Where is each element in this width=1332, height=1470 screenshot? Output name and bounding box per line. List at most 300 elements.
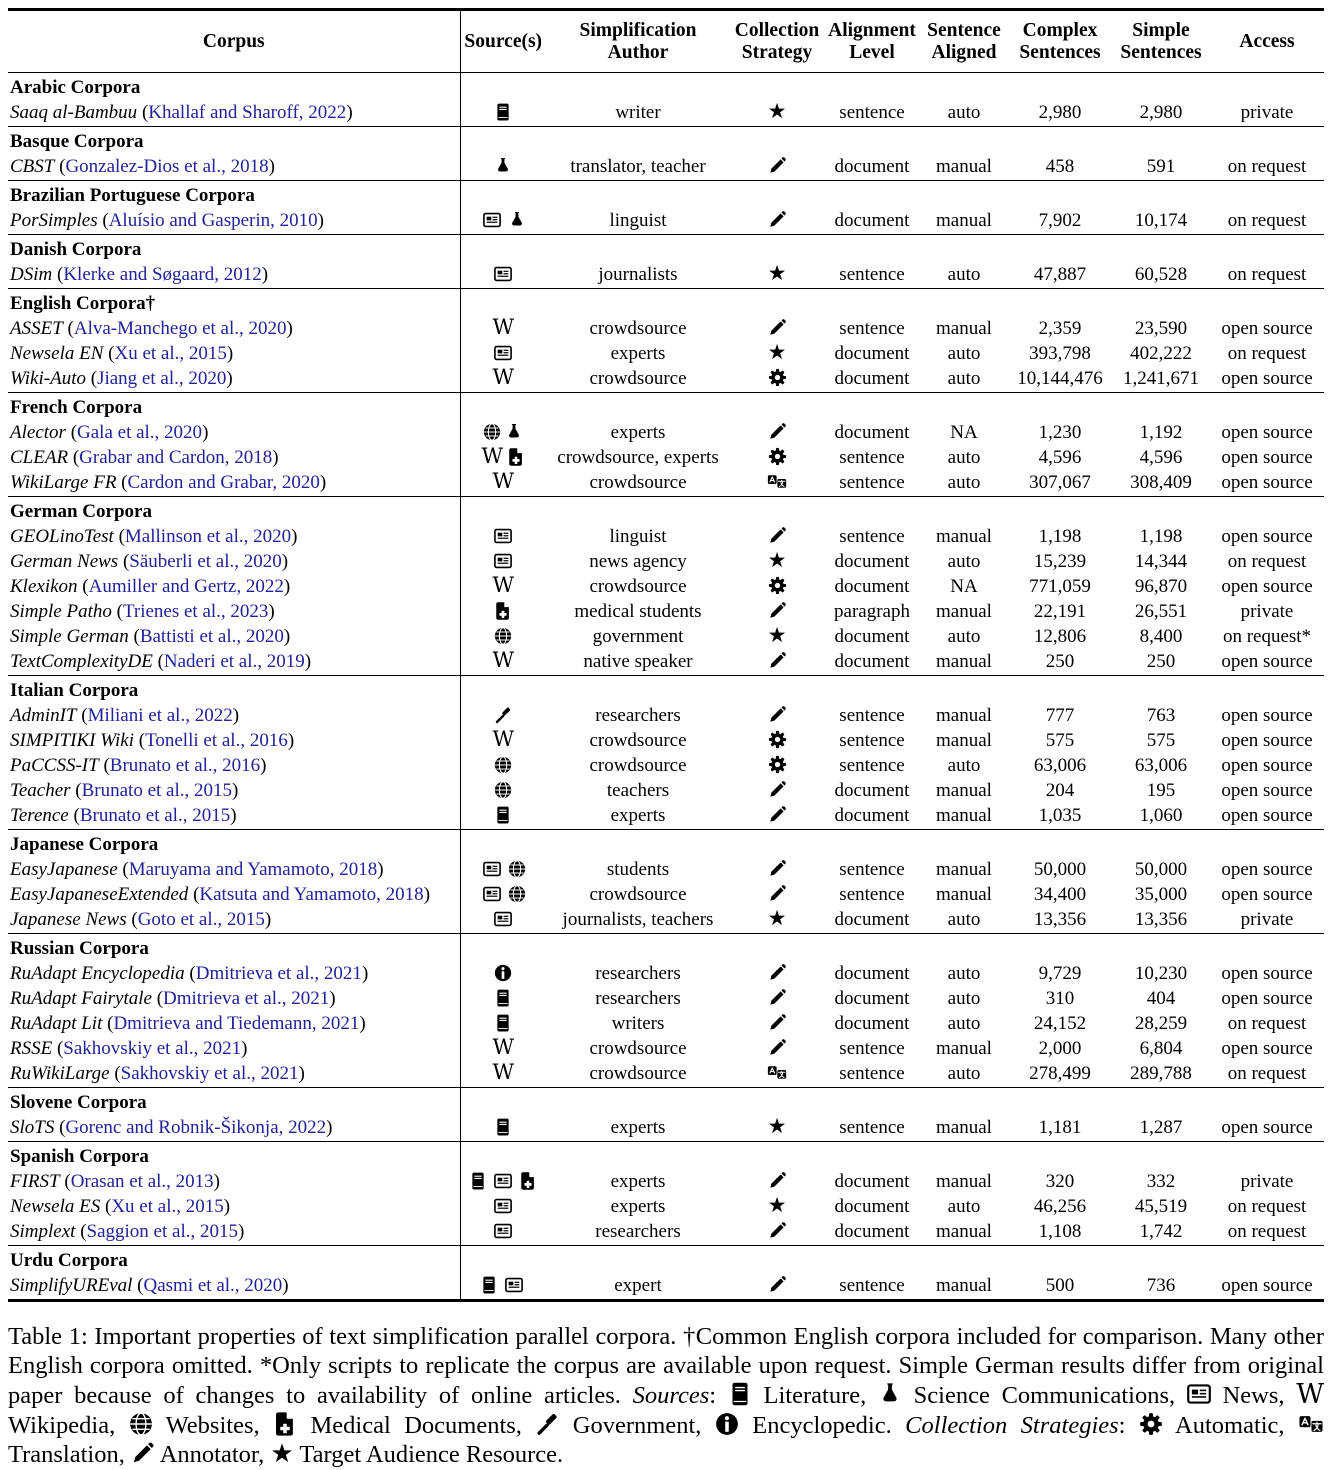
- corpus-name: ASSET: [10, 317, 63, 339]
- corpus-name: DSim: [10, 263, 53, 285]
- complex-cell: 1,198: [1038, 525, 1082, 547]
- complex-cell: 9,729: [1038, 962, 1082, 984]
- empty-cell: [824, 126, 920, 155]
- alignment-cell: document: [834, 625, 910, 647]
- corpus-name: RuAdapt Lit: [10, 1012, 103, 1034]
- author-cell: experts: [610, 804, 666, 826]
- simple-cell: 4,596: [1139, 446, 1183, 468]
- sources-cell: [460, 1220, 546, 1246]
- alignment-cell: paragraph: [834, 600, 910, 622]
- access-cell: private: [1240, 1170, 1294, 1192]
- access-cell: open source: [1221, 754, 1313, 776]
- aligned-cell: auto: [947, 550, 981, 572]
- table-row: [8, 729, 1324, 754]
- strategy-cell: [730, 155, 824, 181]
- corpus-group-title: Russian Corpora: [10, 937, 149, 959]
- caption-text: News,: [1210, 1381, 1297, 1409]
- author-cell: experts: [610, 1170, 666, 1192]
- complex-cell: 458: [1045, 155, 1075, 177]
- corpus-cell: Klexikon (Aumiller and Gertz, 2022): [10, 575, 291, 597]
- citation-link[interactable]: Katsuta and Yamamoto, 2018: [199, 883, 424, 905]
- alignment-cell: sentence: [839, 446, 905, 468]
- group-row: [8, 1087, 1324, 1116]
- complex-cell: 307,067: [1029, 471, 1091, 493]
- empty-cell: [730, 392, 824, 421]
- empty-cell: [1210, 180, 1324, 209]
- sources-cell: [460, 317, 546, 342]
- corpus-cell: Newsela ES (Xu et al., 2015): [10, 1195, 231, 1217]
- newspaper-icon: [491, 264, 515, 287]
- access-cell: on request: [1227, 342, 1307, 364]
- corpus-cell: RuAdapt Encyclopedia (Dmitrieva et al., 2021): [10, 962, 369, 984]
- empty-cell: [1112, 234, 1210, 263]
- book-icon: [494, 1117, 512, 1140]
- table-row: [8, 1062, 1324, 1088]
- col-header-simplification-author: Simplification Author: [546, 10, 730, 73]
- globe-icon: [494, 755, 512, 778]
- empty-cell: [1112, 180, 1210, 209]
- info-circle-icon: [715, 1411, 739, 1441]
- citation-link[interactable]: Khallaf and Sharoff, 2022: [148, 101, 347, 123]
- sources-cell: [460, 600, 546, 625]
- newspaper-icon: [480, 884, 504, 907]
- empty-cell: [1008, 234, 1112, 263]
- strategy-cell: [730, 446, 824, 471]
- empty-cell: [920, 675, 1008, 704]
- empty-cell: [546, 180, 730, 209]
- pencil-icon: [768, 780, 787, 803]
- access-cell: on request: [1227, 1220, 1307, 1242]
- citation-link[interactable]: Brunato et al., 2015: [81, 779, 232, 801]
- alignment-cell: sentence: [839, 263, 905, 285]
- author-cell: crowdsource, experts: [557, 446, 719, 468]
- empty-cell: [1210, 675, 1324, 704]
- wikipedia-w-icon: W: [492, 728, 515, 752]
- citation-link[interactable]: Trienes et al., 2023: [122, 600, 269, 622]
- access-cell: open source: [1221, 704, 1313, 726]
- group-row: [8, 126, 1324, 155]
- sources-cell: [460, 1037, 546, 1062]
- citation-link[interactable]: Battisti et al., 2020: [139, 625, 284, 647]
- sources-cell: [460, 421, 546, 446]
- caption-text: Sources: [632, 1381, 710, 1409]
- corpus-name: Terence: [10, 804, 69, 826]
- simple-cell: 1,198: [1139, 525, 1183, 547]
- alignment-cell: sentence: [839, 1116, 905, 1138]
- empty-cell: [546, 72, 730, 101]
- group-name-cell: [8, 288, 460, 317]
- caption-text: Target Audience Resource.: [293, 1441, 564, 1469]
- star-icon: ★: [270, 1439, 294, 1469]
- group-row: [8, 72, 1324, 101]
- alignment-cell: document: [834, 962, 910, 984]
- table-body: [8, 72, 1324, 1300]
- globe-icon: [494, 626, 512, 649]
- book-icon: [469, 1171, 487, 1194]
- corpus-name: Klexikon: [10, 575, 78, 597]
- aligned-cell: manual: [936, 858, 992, 880]
- empty-cell: [920, 1087, 1008, 1116]
- complex-cell: 250: [1045, 650, 1075, 672]
- complex-cell: 777: [1045, 704, 1075, 726]
- corpus-name: Simple German: [10, 625, 129, 647]
- alignment-cell: sentence: [839, 1037, 905, 1059]
- simple-cell: 308,409: [1130, 471, 1192, 493]
- corpus-cell: DSim (Klerke and Søgaard, 2012): [10, 263, 269, 285]
- table-row: [8, 1012, 1324, 1037]
- table-row: [8, 1116, 1324, 1142]
- empty-cell: [460, 829, 546, 858]
- col-header-complex-sentences: Complex Sentences: [1008, 10, 1112, 73]
- empty-cell: [920, 288, 1008, 317]
- star-icon: ★: [767, 907, 787, 931]
- alignment-cell: document: [834, 779, 910, 801]
- simple-cell: 6,804: [1139, 1037, 1183, 1059]
- empty-cell: [730, 1087, 824, 1116]
- empty-cell: [920, 234, 1008, 263]
- table-row: [8, 101, 1324, 127]
- complex-cell: 575: [1045, 729, 1075, 751]
- table-row: [8, 962, 1324, 987]
- author-cell: experts: [610, 1195, 666, 1217]
- aligned-cell: manual: [936, 1220, 992, 1242]
- complex-cell: 13,356: [1033, 908, 1087, 930]
- citation-link[interactable]: Sakhovskiy et al., 2021: [63, 1037, 242, 1059]
- empty-cell: [1008, 72, 1112, 101]
- access-cell: on request: [1227, 1012, 1307, 1034]
- group-name-cell: [8, 829, 460, 858]
- simple-cell: 63,006: [1134, 754, 1188, 776]
- alignment-cell: document: [834, 367, 910, 389]
- group-name-cell: [8, 180, 460, 209]
- wikipedia-w-icon: W: [492, 470, 515, 494]
- caption-text: Literature,: [751, 1381, 878, 1409]
- empty-cell: [1210, 829, 1324, 858]
- citation-link[interactable]: Mallinson et al., 2020: [124, 525, 292, 547]
- strategy-cell: [730, 342, 824, 367]
- complex-cell: 2,000: [1038, 1037, 1082, 1059]
- table-header-row: [8, 10, 1324, 73]
- alignment-cell: sentence: [839, 1274, 905, 1296]
- access-cell: open source: [1221, 858, 1313, 880]
- table-row: [8, 754, 1324, 779]
- table-row: [8, 625, 1324, 650]
- access-cell: on request: [1227, 263, 1307, 285]
- corpus-cell: AdminIT (Miliani et al., 2022): [10, 704, 240, 726]
- gear-icon: [1139, 1411, 1163, 1441]
- alignment-cell: sentence: [839, 754, 905, 776]
- author-cell: native speaker: [583, 650, 693, 672]
- sources-cell: [460, 342, 546, 367]
- wikipedia-w-icon: W: [492, 366, 515, 390]
- pencil-icon: [768, 422, 787, 445]
- simple-cell: 8,400: [1139, 625, 1183, 647]
- access-cell: open source: [1221, 1274, 1313, 1296]
- empty-cell: [1008, 1087, 1112, 1116]
- simple-cell: 332: [1146, 1170, 1176, 1192]
- translation-icon: [764, 472, 790, 495]
- citation-link[interactable]: Säuberli et al., 2020: [129, 550, 282, 572]
- table-row: [8, 1220, 1324, 1246]
- simple-cell: 1,287: [1139, 1116, 1183, 1138]
- sources-cell: [460, 729, 546, 754]
- strategy-cell: [730, 804, 824, 830]
- empty-cell: [1112, 126, 1210, 155]
- author-cell: journalists: [598, 263, 678, 285]
- citation-link[interactable]: Qasmi et al., 2020: [143, 1274, 283, 1296]
- strategy-cell: [730, 704, 824, 729]
- author-cell: experts: [610, 342, 666, 364]
- empty-cell: [920, 829, 1008, 858]
- citation-link[interactable]: Goto et al., 2015: [137, 908, 265, 930]
- strategy-cell: [730, 1037, 824, 1062]
- citation-link[interactable]: Miliani et al., 2022: [87, 704, 233, 726]
- newspaper-icon: [480, 859, 504, 882]
- empty-cell: [460, 288, 546, 317]
- corpus-name: Simplext: [10, 1220, 76, 1242]
- simple-cell: 1,241,671: [1123, 367, 1199, 389]
- strategy-cell: [730, 101, 824, 127]
- strategy-cell: [730, 421, 824, 446]
- table-row: [8, 367, 1324, 393]
- citation-link[interactable]: Tonelli et al., 2016: [145, 729, 288, 751]
- corpus-group-title: French Corpora: [10, 396, 143, 418]
- author-cell: translator, teacher: [570, 155, 706, 177]
- simple-cell: 575: [1146, 729, 1176, 751]
- newspaper-icon: [491, 551, 515, 574]
- corpus-cell: WikiLarge FR (Cardon and Grabar, 2020): [10, 471, 327, 493]
- simple-cell: 35,000: [1134, 883, 1188, 905]
- empty-cell: [920, 72, 1008, 101]
- citation-link[interactable]: Dmitrieva et al., 2021: [195, 962, 362, 984]
- corpus-group-title: Italian Corpora: [10, 679, 139, 701]
- pencil-icon: [768, 805, 787, 828]
- access-cell: on request: [1227, 550, 1307, 572]
- corpus-cell: Japanese News (Goto et al., 2015): [10, 908, 272, 930]
- empty-cell: [920, 180, 1008, 209]
- table-row: [8, 804, 1324, 830]
- strategy-cell: [730, 858, 824, 883]
- sources-cell: [460, 704, 546, 729]
- corpus-name: Newsela EN: [10, 342, 104, 364]
- strategy-cell: [730, 1274, 824, 1301]
- citation-link[interactable]: Jiang et al., 2020: [97, 367, 227, 389]
- access-cell: open source: [1221, 1116, 1313, 1138]
- star-icon: ★: [767, 624, 787, 648]
- sources-cell: [460, 155, 546, 181]
- simple-cell: 14,344: [1134, 550, 1188, 572]
- sources-cell: [460, 625, 546, 650]
- citation-link[interactable]: Brunato et al., 2016: [109, 754, 261, 776]
- access-cell: on request: [1227, 1062, 1307, 1084]
- corpus-name: FIRST: [10, 1170, 60, 1192]
- simple-cell: 404: [1146, 987, 1176, 1009]
- corpus-name: Saaq al-Bambuu: [10, 101, 138, 123]
- empty-cell: [546, 1141, 730, 1170]
- author-cell: crowdsource: [589, 367, 687, 389]
- corpus-cell: Simple Patho (Trienes et al., 2023): [10, 600, 275, 622]
- aligned-cell: manual: [936, 1037, 992, 1059]
- citation-link[interactable]: Klerke and Søgaard, 2012: [63, 263, 262, 285]
- empty-cell: [546, 288, 730, 317]
- wikipedia-w-icon: W: [492, 574, 515, 598]
- citation-link[interactable]: Dmitrieva et al., 2021: [163, 987, 330, 1009]
- table-header: [8, 10, 1324, 73]
- corpus-cell: Saaq al-Bambuu (Khallaf and Sharoff, 2022): [10, 101, 353, 123]
- complex-cell: 500: [1045, 1274, 1075, 1296]
- book-icon: [494, 1013, 512, 1036]
- wikipedia-w-icon: W: [481, 445, 504, 469]
- citation-link[interactable]: Gonzalez-Dios et al., 2018: [65, 155, 269, 177]
- author-cell: crowdsource: [589, 317, 687, 339]
- group-row: [8, 392, 1324, 421]
- alignment-cell: document: [834, 804, 910, 826]
- alignment-cell: sentence: [839, 101, 905, 123]
- access-cell: private: [1240, 908, 1294, 930]
- access-cell: open source: [1221, 729, 1313, 751]
- access-cell: open source: [1221, 317, 1313, 339]
- empty-cell: [546, 675, 730, 704]
- star-icon: ★: [767, 1115, 787, 1139]
- citation-link[interactable]: Grabar and Cardon, 2018: [79, 446, 273, 468]
- citation-link[interactable]: Alva-Manchego et al., 2020: [73, 317, 287, 339]
- citation-link[interactable]: Sakhovskiy et al., 2021: [120, 1062, 299, 1084]
- corpus-cell: ASSET (Alva-Manchego et al., 2020): [10, 317, 293, 339]
- group-name-cell: [8, 1141, 460, 1170]
- empty-cell: [546, 496, 730, 525]
- pencil-icon: [768, 156, 787, 179]
- newspaper-icon: [1187, 1381, 1211, 1411]
- complex-cell: 15,239: [1033, 550, 1087, 572]
- author-cell: writer: [615, 101, 661, 123]
- strategy-cell: [730, 575, 824, 600]
- empty-cell: [460, 234, 546, 263]
- simple-cell: 60,528: [1134, 263, 1188, 285]
- aligned-cell: auto: [947, 625, 981, 647]
- sources-cell: [460, 101, 546, 127]
- citation-link[interactable]: Cardon and Grabar, 2020: [127, 471, 320, 493]
- complex-cell: 2,980: [1038, 101, 1082, 123]
- table-row: [8, 263, 1324, 289]
- citation-link[interactable]: Dmitrieva and Tiedemann, 2021: [113, 1012, 360, 1034]
- corpus-name: Japanese News: [10, 908, 127, 930]
- citation-link[interactable]: Aumiller and Gertz, 2022: [88, 575, 284, 597]
- corpus-group-title: Japanese Corpora: [10, 833, 159, 855]
- corpus-name: EasyJapaneseExtended: [10, 883, 189, 905]
- strategy-cell: [730, 1012, 824, 1037]
- corpus-cell: CLEAR (Grabar and Cardon, 2018): [10, 446, 279, 468]
- citation-link[interactable]: Gala et al., 2020: [77, 421, 203, 443]
- access-cell: open source: [1221, 471, 1313, 493]
- author-cell: writers: [611, 1012, 665, 1034]
- citation-link[interactable]: Aluísio and Gasperin, 2010: [108, 209, 318, 231]
- citation-link[interactable]: Xu et al., 2015: [114, 342, 227, 364]
- corpus-group-title: Slovene Corpora: [10, 1091, 147, 1113]
- aligned-cell: auto: [947, 908, 981, 930]
- aligned-cell: auto: [947, 754, 981, 776]
- complex-cell: 1,181: [1038, 1116, 1082, 1138]
- corpus-cell: Terence (Brunato et al., 2015): [10, 804, 237, 826]
- globe-icon: [508, 884, 526, 907]
- empty-cell: [730, 126, 824, 155]
- citation-link[interactable]: Saggion et al., 2015: [86, 1220, 238, 1242]
- alignment-cell: document: [834, 908, 910, 930]
- corpus-name: CLEAR: [10, 446, 69, 468]
- simple-cell: 1,742: [1139, 1220, 1183, 1242]
- alignment-cell: sentence: [839, 525, 905, 547]
- strategy-cell: [730, 650, 824, 676]
- table-row: [8, 858, 1324, 883]
- empty-cell: [824, 288, 920, 317]
- access-cell: open source: [1221, 367, 1313, 389]
- aligned-cell: auto: [947, 446, 981, 468]
- newspaper-icon: [491, 1171, 515, 1194]
- group-row: [8, 288, 1324, 317]
- citation-link[interactable]: Gorenc and Robnik-Šikonja, 2022: [65, 1116, 327, 1138]
- citation-link[interactable]: Orasan et al., 2013: [70, 1170, 214, 1192]
- sources-cell: [460, 804, 546, 830]
- author-cell: expert: [614, 1274, 662, 1296]
- pencil-icon: [768, 651, 787, 674]
- author-cell: researchers: [595, 1220, 681, 1242]
- access-cell: open source: [1221, 883, 1313, 905]
- star-icon: ★: [767, 549, 787, 573]
- book-icon: [480, 1275, 498, 1298]
- star-icon: ★: [767, 262, 787, 286]
- complex-cell: 12,806: [1033, 625, 1087, 647]
- sources-cell: [460, 908, 546, 934]
- empty-cell: [460, 1245, 546, 1274]
- newspaper-icon: [491, 1221, 515, 1244]
- empty-cell: [460, 496, 546, 525]
- citation-link[interactable]: Brunato et al., 2015: [79, 804, 231, 826]
- aligned-cell: auto: [947, 1062, 981, 1084]
- table-row: [8, 779, 1324, 804]
- aligned-cell: auto: [947, 1012, 981, 1034]
- aligned-cell: auto: [947, 263, 981, 285]
- citation-link[interactable]: Xu et al., 2015: [111, 1195, 224, 1217]
- aligned-cell: auto: [947, 962, 981, 984]
- empty-cell: [460, 72, 546, 101]
- alignment-cell: sentence: [839, 858, 905, 880]
- book-icon: [494, 102, 512, 125]
- empty-cell: [1112, 933, 1210, 962]
- citation-link[interactable]: Maruyama and Yamamoto, 2018: [128, 858, 378, 880]
- table-row: [8, 704, 1324, 729]
- corpus-name: German News: [10, 550, 119, 572]
- author-cell: medical students: [574, 600, 702, 622]
- aligned-cell: NA: [950, 575, 978, 597]
- access-cell: open source: [1221, 987, 1313, 1009]
- corpus-name: Newsela ES: [10, 1195, 101, 1217]
- empty-cell: [730, 1141, 824, 1170]
- sources-cell: [460, 754, 546, 779]
- complex-cell: 7,902: [1038, 209, 1082, 231]
- citation-link[interactable]: Naderi et al., 2019: [163, 650, 305, 672]
- empty-cell: [1008, 288, 1112, 317]
- pencil-icon: [131, 1440, 155, 1470]
- table-row: [8, 1170, 1324, 1195]
- corpus-name: PaCCSS-IT: [10, 754, 99, 776]
- empty-cell: [824, 72, 920, 101]
- empty-cell: [730, 288, 824, 317]
- corpus-cell: RSSE (Sakhovskiy et al., 2021): [10, 1037, 248, 1059]
- empty-cell: [730, 496, 824, 525]
- strategy-cell: [730, 550, 824, 575]
- complex-cell: 63,006: [1033, 754, 1087, 776]
- empty-cell: [1112, 1245, 1210, 1274]
- col-header-simple-sentences: Simple Sentences: [1112, 10, 1210, 73]
